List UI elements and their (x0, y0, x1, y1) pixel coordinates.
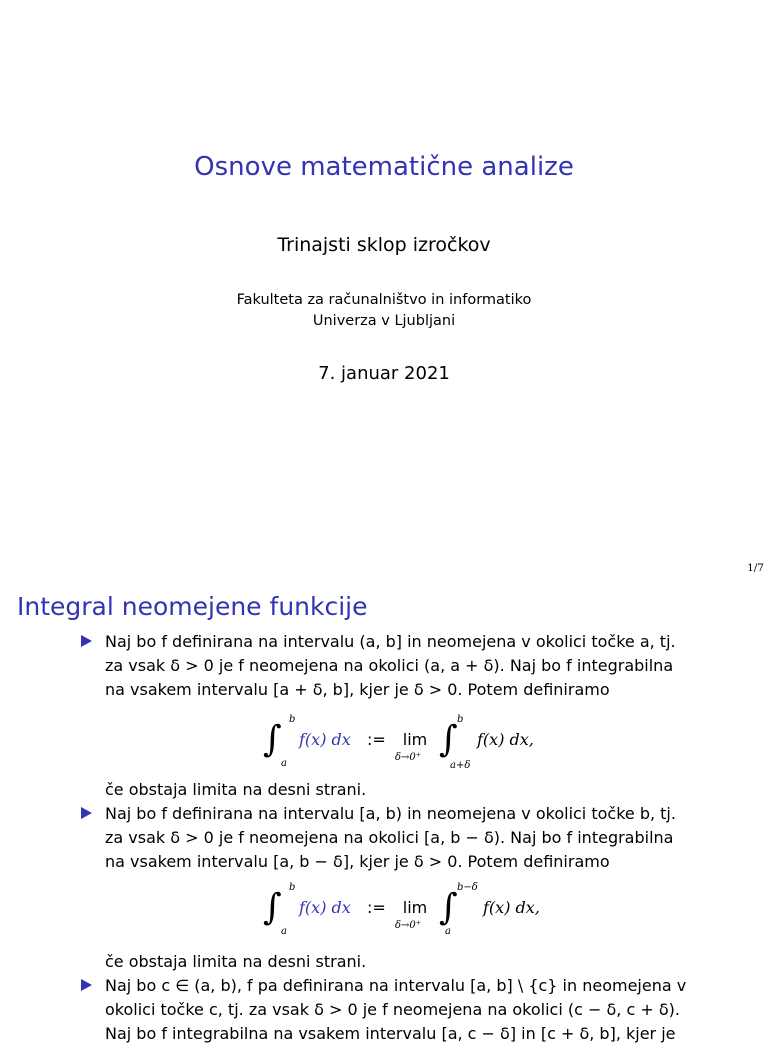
integrand: f(x) dx (299, 730, 351, 749)
limit-operator: lim (402, 730, 428, 749)
list-item (0, 974, 768, 1046)
integral-sign: ∫ (263, 719, 282, 760)
item-line: za vsak δ > 0 je f neomejena na okolici (a, a + δ). Naj bo f integrabilna (105, 656, 674, 675)
triangle-bullet-icon (81, 807, 92, 819)
bullet-list (0, 630, 768, 1046)
page-number: 1/7 (747, 562, 764, 574)
item-line: Naj bo f definirana na intervalu [a, b) in neomejena v okolici točke b, tj. (105, 804, 676, 823)
institution (0, 290, 768, 332)
limit-operator: lim (402, 898, 428, 917)
limit-subscript: δ→0⁺ (395, 752, 422, 763)
definition-symbol: := (367, 898, 386, 917)
definition-symbol: := (367, 730, 386, 749)
institution-faculty: Fakulteta za računalništvo in informatiko (236, 292, 532, 308)
item-line: če obstaja limita na desni strani. (105, 780, 367, 799)
triangle-bullet-icon (81, 635, 92, 647)
integral-sign: ∫ (439, 887, 458, 928)
integrand: f(x) dx (299, 898, 351, 917)
integral-upper-limit: b (289, 882, 296, 893)
integral-upper-limit: b (457, 714, 464, 725)
list-item (0, 630, 768, 802)
integral-lower-limit: a (281, 758, 287, 769)
integral-lower-limit: a (281, 926, 287, 937)
formula-improper-integral-left (105, 702, 728, 778)
list-item (0, 802, 768, 974)
institution-university: Univerza v Ljubljani (312, 313, 456, 329)
presentation-date: 7. januar 2021 (318, 363, 450, 384)
integral-lower-limit: a+δ (450, 760, 471, 771)
item-line: na vsakem intervalu [a, b − δ], kjer je δ > 0. Potem definiramo (105, 852, 610, 871)
integral-sign: ∫ (263, 887, 282, 928)
triangle-bullet-icon (81, 979, 92, 991)
integral-upper-limit: b−δ (457, 882, 478, 893)
item-line: okolici točke c, tj. za vsak δ > 0 je f neomejena na okolici (c − δ, c + δ). (105, 1000, 680, 1019)
content-slide (0, 576, 768, 1043)
item-line: na vsakem intervalu [a + δ, b], kjer je δ > 0. Potem definiramo (105, 680, 610, 699)
presentation-title: Osnove matematične analize (194, 152, 574, 182)
item-line: Naj bo f integrabilna na vsakem intervalu [a, c − δ] in [c + δ, b], kjer je (105, 1024, 676, 1043)
frame-title: Integral neomejene funkcije (17, 592, 368, 621)
item-line: Naj bo f definirana na intervalu (a, b] in neomejena v okolici točke a, tj. (105, 632, 676, 651)
formula-improper-integral-right (105, 874, 728, 950)
integral-sign: ∫ (439, 719, 458, 760)
item-line: Naj bo c ∈ (a, b), f pa definirana na intervalu [a, b] \ {c} in neomejena v (105, 976, 687, 995)
limit-subscript: δ→0⁺ (395, 920, 422, 931)
integral-upper-limit: b (289, 714, 296, 725)
integral-lower-limit: a (445, 926, 451, 937)
presentation-subtitle: Trinajsti sklop izročkov (277, 234, 491, 256)
item-line: če obstaja limita na desni strani. (105, 952, 367, 971)
item-line: za vsak δ > 0 je f neomejena na okolici [a, b − δ). Naj bo f integrabilna (105, 828, 674, 847)
integrand: f(x) dx, (477, 730, 534, 749)
integrand: f(x) dx, (483, 898, 540, 917)
